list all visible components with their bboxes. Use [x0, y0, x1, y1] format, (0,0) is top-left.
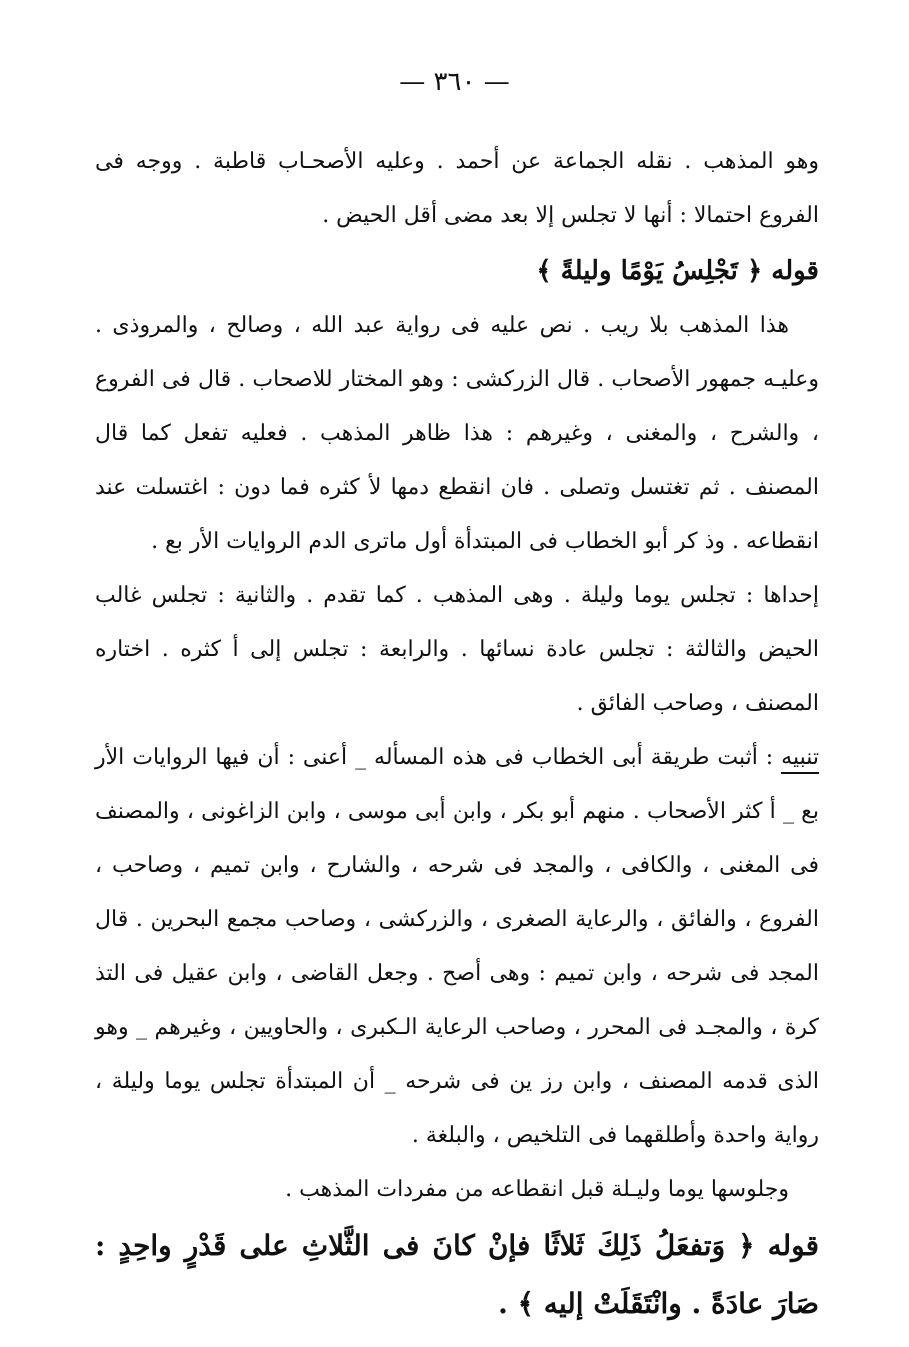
- heading-keyword: قوله: [771, 256, 819, 286]
- heading-quote: ﴿ تَجْلِسُ يَوْمًا وليلةً ﴾: [536, 256, 763, 286]
- heading-quote: ﴿ وَتفعَلُ ذَلِكَ ثَلاثًا فإنْ كانَ فى الثَّلاثِ على قَدْرٍ واحِدٍ : صَارَ عادَةً . وانْتَقَلَتْ إليه ﴾ .: [95, 1229, 819, 1320]
- heading-tajlis-yawman: [95, 243, 819, 299]
- paragraph-tanbih: [95, 731, 819, 1163]
- tanbih-text: : أثبت طريقة أبى الخطاب فى هذه المسأله _ أعنى : أن فيها الروايات الأر بع _ أ كثر الأصحاب . منهم أبو بكر ، وابن أبى موسى ، وابن الزاغونى ، والمصنف فى المغنى ، والكافى ، والمجد فى شرحه ، والشارح ، وابن تميم ، وصاحب ، الفروع ، والفائق ، والرعاية الصغرى ، والزركشى ، وصاحب مجمع البحرين . قال المجد فى شرحه ، وابن تميم : وهى أصح . وجعل القاضى ، وابن عقيل فى التذ كرة ، والمجـد فى المحرر ، وصاحب الرعاية الـكبرى ، والحاويين ، وغيرهم _ وهو الذى قدمه المصنف ، وابن رز ين فى شرحه _ أن المبتدأة تجلس يوما وليلة ، رواية واحدة وأطلقهما فى التلخيص ، والبلغة .: [95, 745, 819, 1148]
- paragraph-madhhab-note: وهو المذهب . نقله الجماعة عن أحمد . وعليه الأصحـاب قاطبة . ووجه فى الفروع احتمالا : أنها لا تجلس إلا بعد مضى أقل الحيض .: [95, 149, 819, 228]
- heading-keyword: قوله: [767, 1229, 819, 1262]
- paragraph-mufradat: وجلوسها يوما وليـلة قبل انقطاعه من مفردات المذهب .: [285, 1177, 789, 1202]
- page-body: [95, 135, 819, 1333]
- page-number: — ٣٦٠ —: [399, 67, 510, 97]
- paragraph-riwayat: إحداها : تجلس يوما وليلة . وهى المذهب . كما تقدم . والثانية : تجلس غالب الحيض والثالثة : تجلس عادة نسائها . والرابعة : تجلس إلى أ كثره . اختاره المصنف ، وصاحب الفائق .: [95, 583, 819, 716]
- paragraph-commentary: هذا المذهب بلا ريب . نص عليه فى رواية عبد الله ، وصالح ، والمروذى . وعليـه جمهور الأصحاب . قال الزركشى : وهو المختار للاصحاب . قال فى الفروع ، والشرح ، والمغنى ، وغيرهم : هذا ظاهر المذهب . فعليه تفعل كما قال المصنف . ثم تغتسل وتصلى . فان انقطع دمها لأ كثره فما دون : اغتسلت عند انقطاعه . وذ كر أبو الخطاب فى المبتدأة أول ماترى الدم الروايات الأر بع .: [95, 313, 819, 554]
- heading-tafal-thalathan: [95, 1217, 819, 1333]
- tanbih-label: تنبيه: [781, 745, 819, 774]
